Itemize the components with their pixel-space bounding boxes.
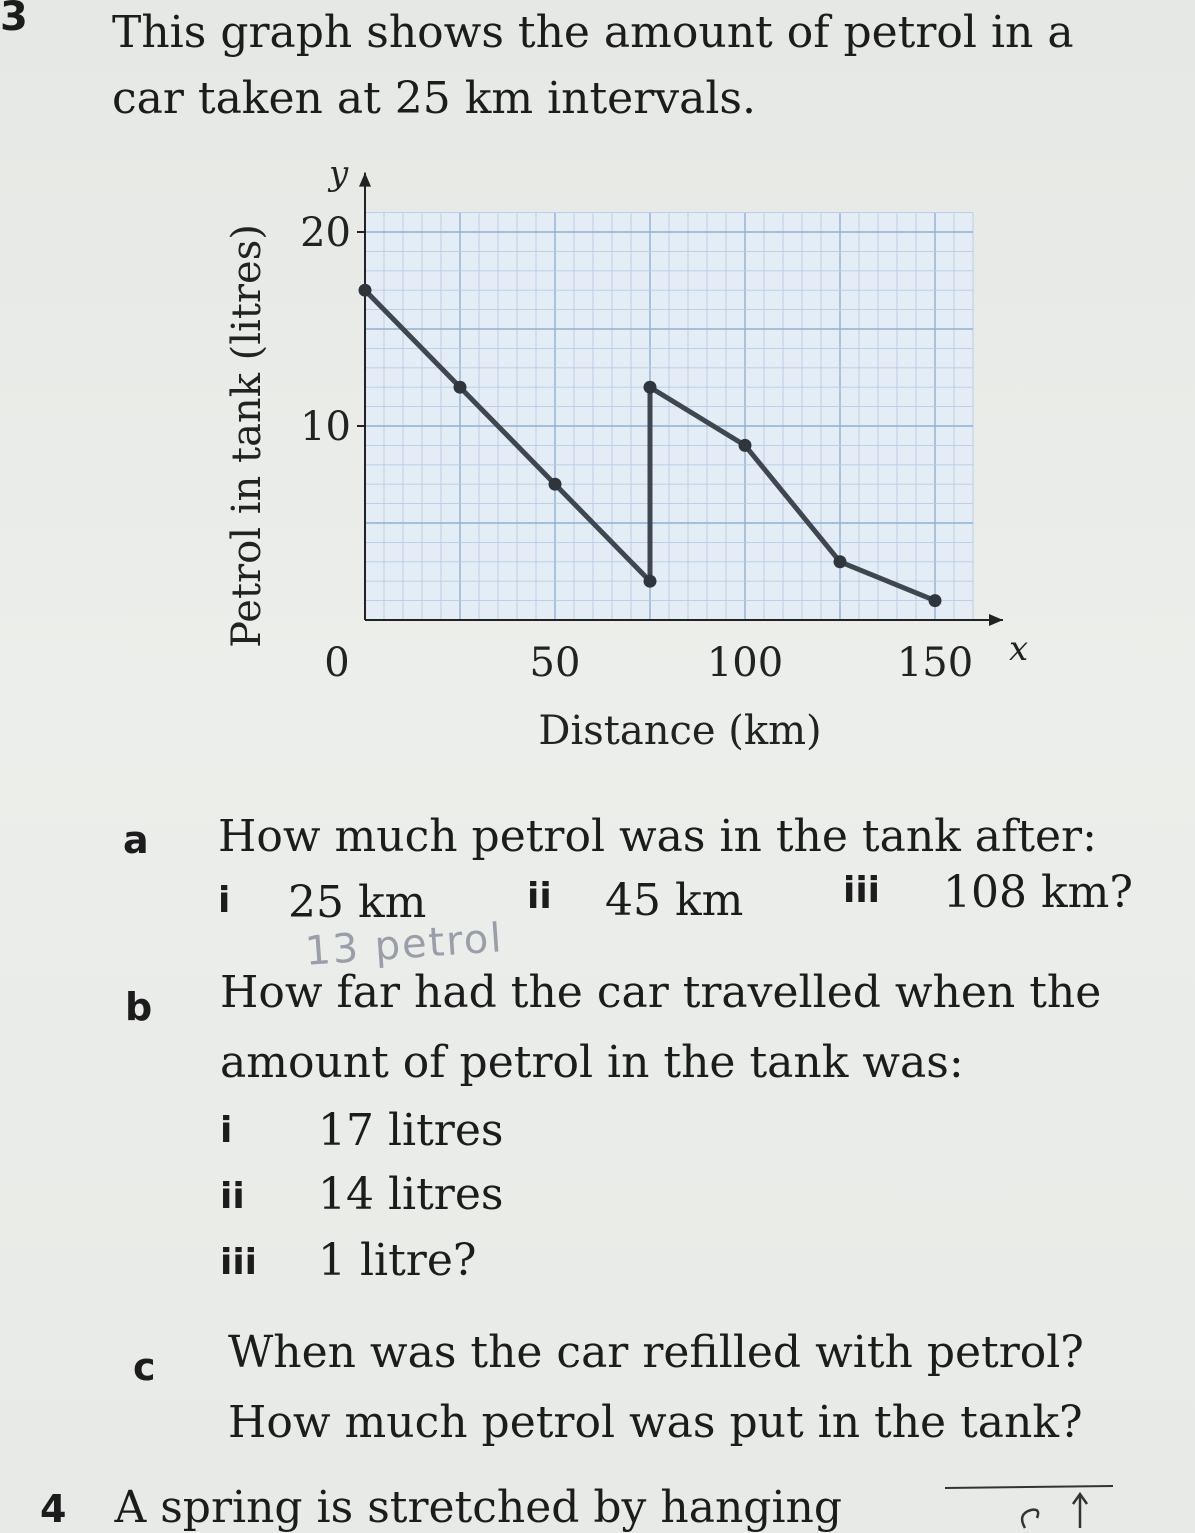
data-point — [549, 478, 562, 491]
x-tick-label: 50 — [529, 640, 581, 686]
question-intro: This graph shows the amount of petrol in a car taken at 25 km intervals. — [112, 7, 1074, 124]
data-point — [644, 381, 657, 394]
data-point — [834, 555, 847, 568]
part-a-item-1: 25 km — [288, 877, 427, 928]
y-tick-label: 20 — [300, 210, 351, 256]
data-point — [929, 594, 942, 607]
part-b-item-3: 1 litre? — [318, 1235, 477, 1286]
part-a-roman-2: ii — [527, 876, 552, 917]
y-tick-label: 10 — [300, 404, 351, 450]
part-c-line-2: How much petrol was put in the tank? — [228, 1397, 1083, 1448]
part-c-line-1: When was the car refilled with petrol? — [228, 1327, 1084, 1378]
part-b-item-1: 17 litres — [318, 1105, 504, 1156]
y-axis-arrow — [359, 173, 371, 187]
x-tick-label: 150 — [896, 640, 974, 686]
x-axis-letter: x — [1009, 629, 1029, 669]
handwritten-answer: 13 petrol — [303, 915, 505, 975]
chart-grid — [365, 213, 973, 620]
part-a-text: How much petrol was in the tank after: — [218, 811, 1097, 862]
x-axis-arrow — [989, 614, 1003, 626]
part-b-roman-2: ii — [220, 1176, 245, 1217]
part-b-item-2: 14 litres — [318, 1169, 504, 1220]
part-a-roman-1: i — [218, 880, 231, 921]
data-point — [359, 284, 372, 297]
part-c-letter: c — [133, 1345, 156, 1389]
page-corner-mark — [945, 1478, 1115, 1533]
petrol-distance-chart — [210, 160, 1070, 760]
part-a-item-2: 45 km — [605, 875, 744, 926]
y-axis-letter: y — [329, 160, 349, 194]
data-point — [644, 575, 657, 588]
part-b-roman-1: i — [220, 1110, 233, 1151]
part-a-letter: a — [123, 818, 149, 862]
part-a-item-3: 108 km? — [943, 867, 1133, 918]
x-tick-label: 100 — [706, 640, 784, 686]
data-point — [739, 439, 752, 452]
part-a-roman-3: iii — [843, 870, 881, 911]
part-b-line-2: amount of petrol in the tank was: — [220, 1037, 964, 1088]
part-b-line-1: How far had the car travelled when the — [220, 967, 1102, 1018]
question-number: 3 — [0, 0, 28, 40]
part-b-roman-3: iii — [220, 1242, 258, 1283]
x-axis-title: Distance (km) — [538, 708, 822, 754]
next-question — [40, 1482, 842, 1533]
data-point — [454, 381, 467, 394]
next-question-text: A spring is stretched by hanging — [114, 1482, 843, 1533]
part-b-letter: b — [125, 985, 153, 1029]
y-axis-title: Petrol in tank (litres) — [224, 224, 270, 648]
next-question-number: 4 — [40, 1487, 67, 1531]
x-tick-label: 0 — [324, 640, 350, 686]
